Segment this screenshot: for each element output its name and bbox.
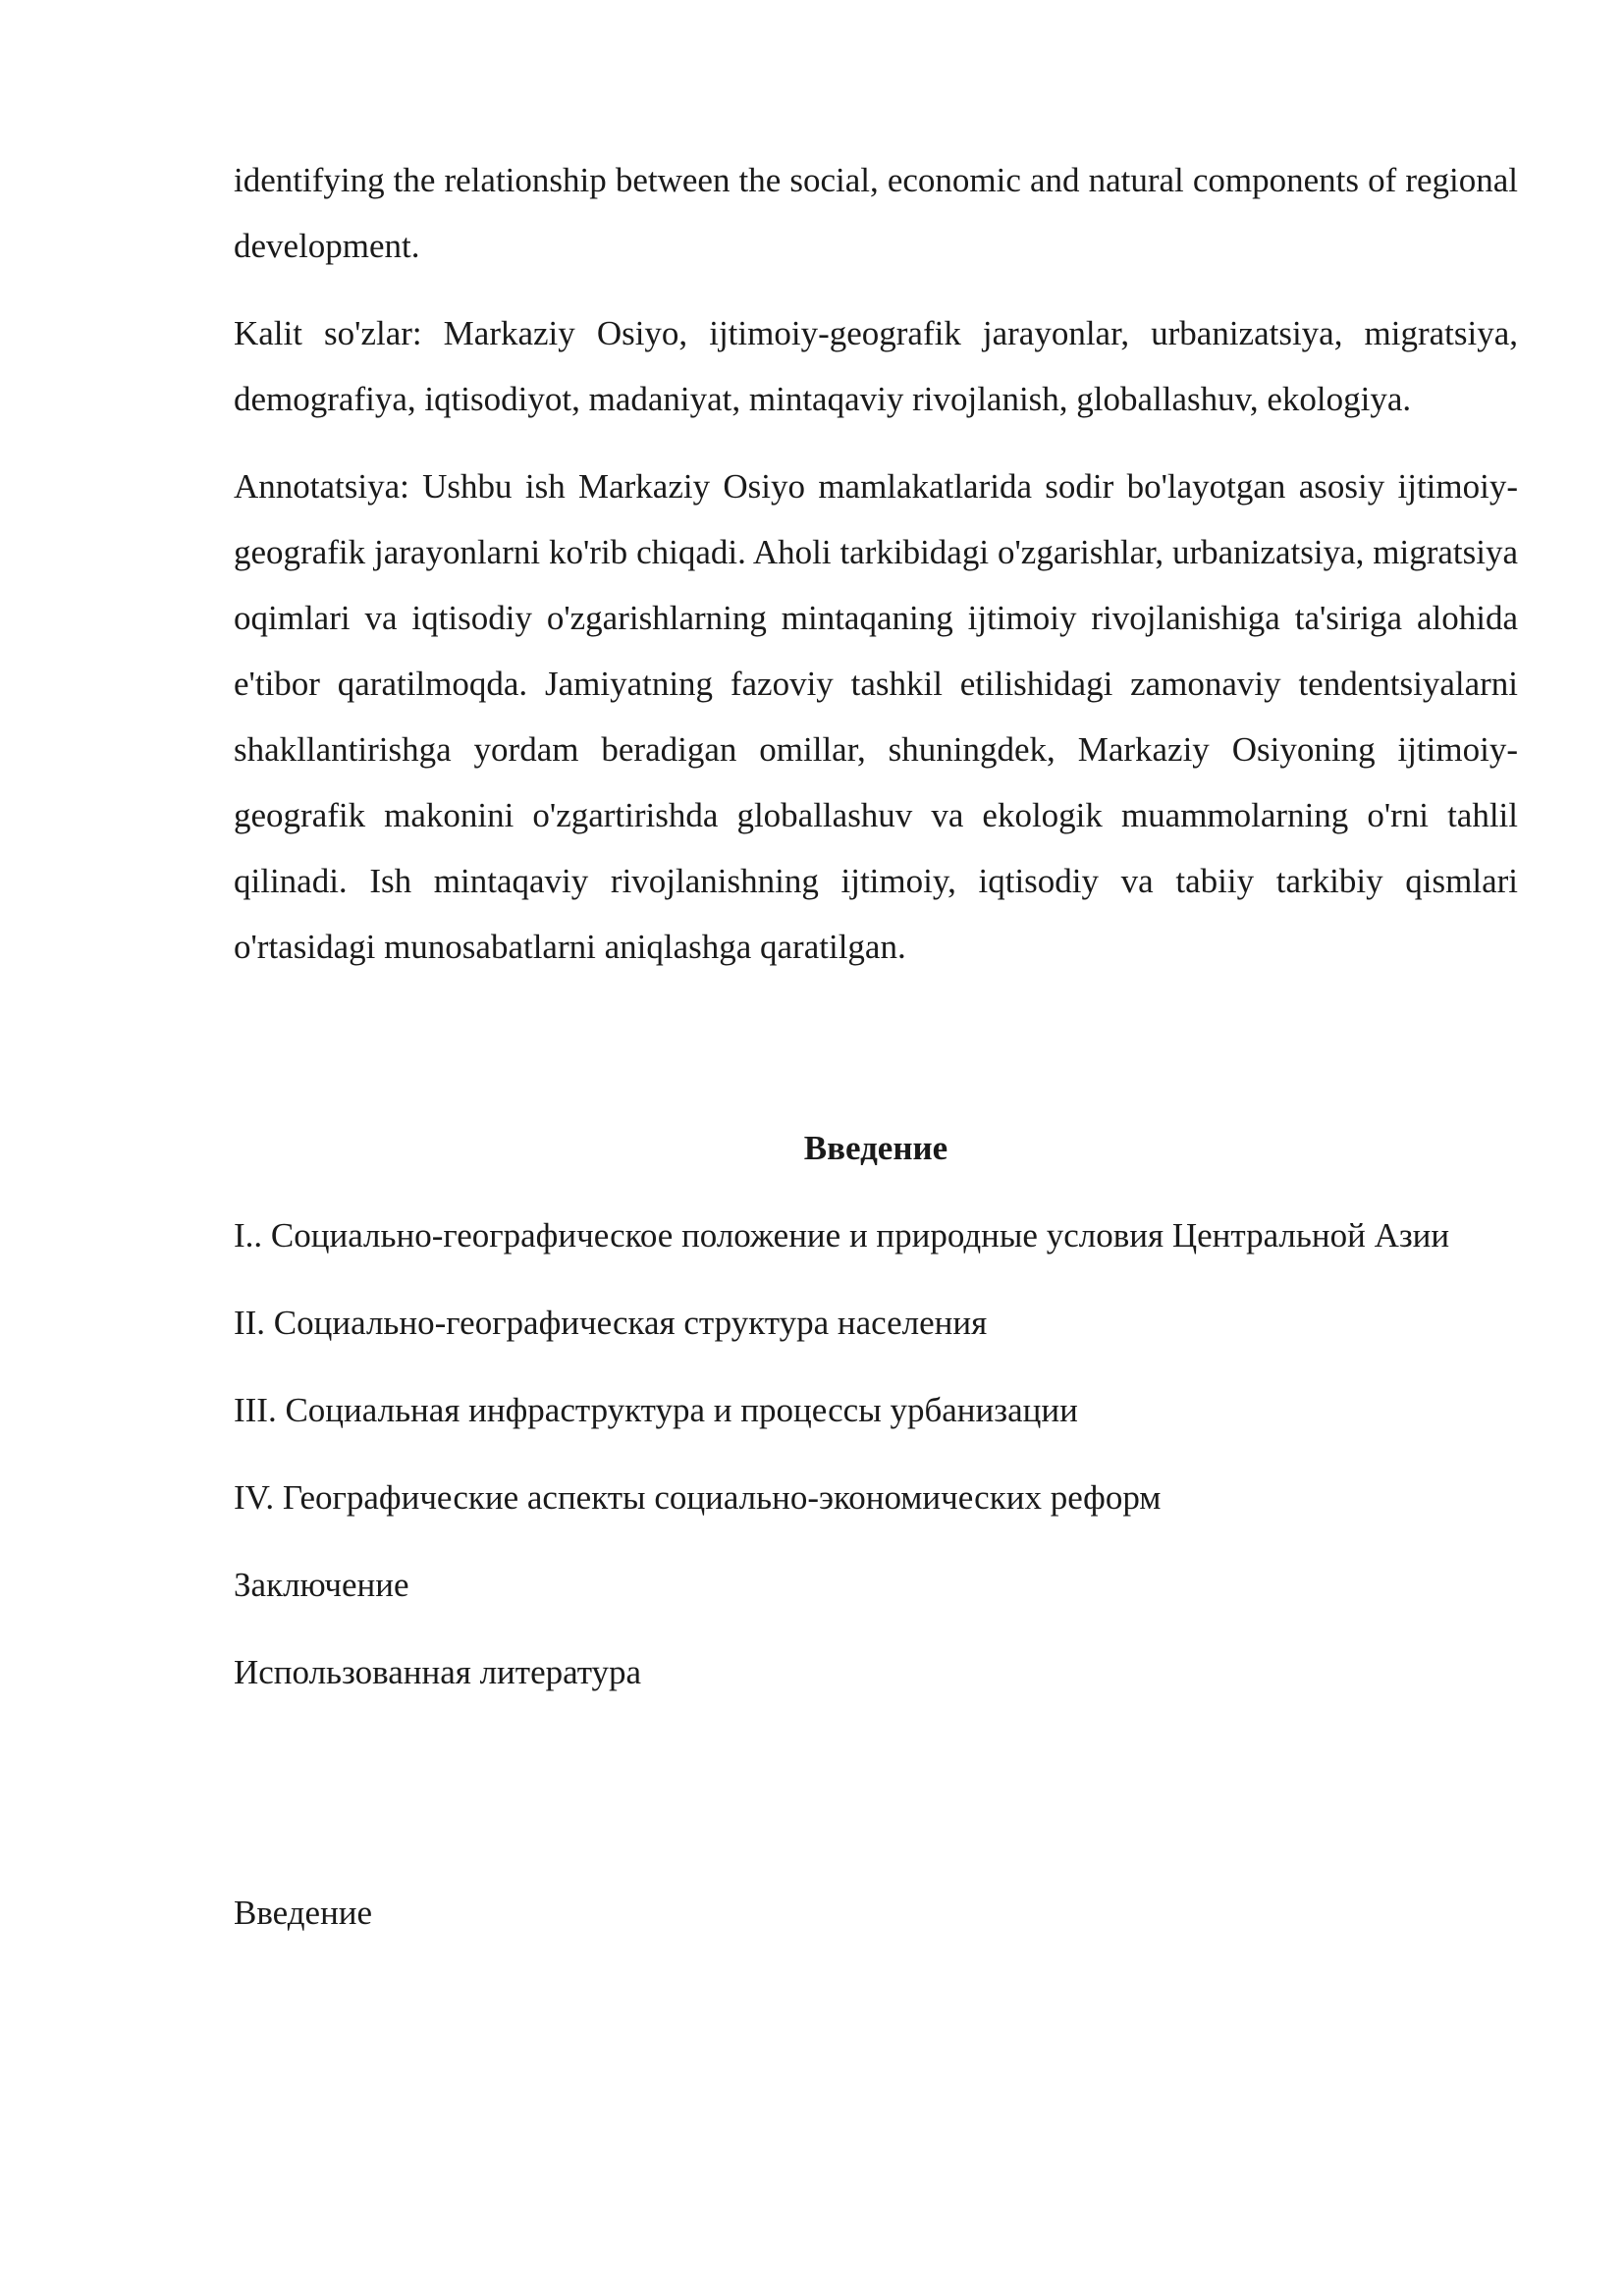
toc-item-2: II. Социально-географическая структура населения	[234, 1304, 988, 1342]
document-page	[234, 147, 1518, 1946]
keywords-paragraph: Kalit so'zlar: Markaziy Osiyo, ijtimoiy-geografik jarayonlar, urbanizatsiya, migratsiya, demografiya, iqtisodiyot, madaniyat, mintaqaviy rivojlanish, globallashuv, ekologiya.	[234, 314, 1518, 418]
toc-item-1: I.. Социально-географическое положение и природные условия Центральной Азии	[234, 1216, 1450, 1255]
toc-item-6: Использованная литература	[234, 1653, 642, 1691]
spacer	[234, 1705, 1518, 1880]
table-of-contents	[234, 1202, 1518, 1705]
toc-item-3: III. Социальная инфраструктура и процессы урбанизации	[234, 1391, 1078, 1429]
section-label: Введение	[234, 1894, 373, 1932]
spacer	[234, 980, 1518, 1115]
intro-paragraph: identifying the relationship between the social, economic and natural components of regional development.	[234, 161, 1518, 265]
abstract-paragraph: Annotatsiya: Ushbu ish Markaziy Osiyo mamlakatlarida sodir bo'layotgan asosiy ijtimoiy-geografik jarayonlarni ko'rib chiqadi. Aholi tarkibidagi o'zgarishlar, urbanizatsiya, migratsiya oqimlari va iqtisodiy o'zgarishlarning mintaqaning ijtimoiy rivojlanishiga ta'siriga alohida e'tibor qaratilmoqda. Jamiyatning fazoviy tashkil etilishidagi zamonaviy tendentsiyalarni shakllantirishga yordam beradigan omillar, shuningdek, Markaziy Osiyoning ijtimoiy-geografik makonini o'zgartirishda globallashuv va ekologik muammolarning o'rni tahlil qilinadi. Ish mintaqaviy rivojlanishning ijtimoiy, iqtisodiy va tabiiy tarkibiy qismlari o'rtasidagi munosabatlarni aniqlashga qaratilgan.	[234, 467, 1518, 966]
toc-item-4: IV. Географические аспекты социально-экономических реформ	[234, 1478, 1162, 1517]
toc-item-5: Заключение	[234, 1566, 409, 1604]
contents-heading: Введение	[803, 1129, 948, 1167]
